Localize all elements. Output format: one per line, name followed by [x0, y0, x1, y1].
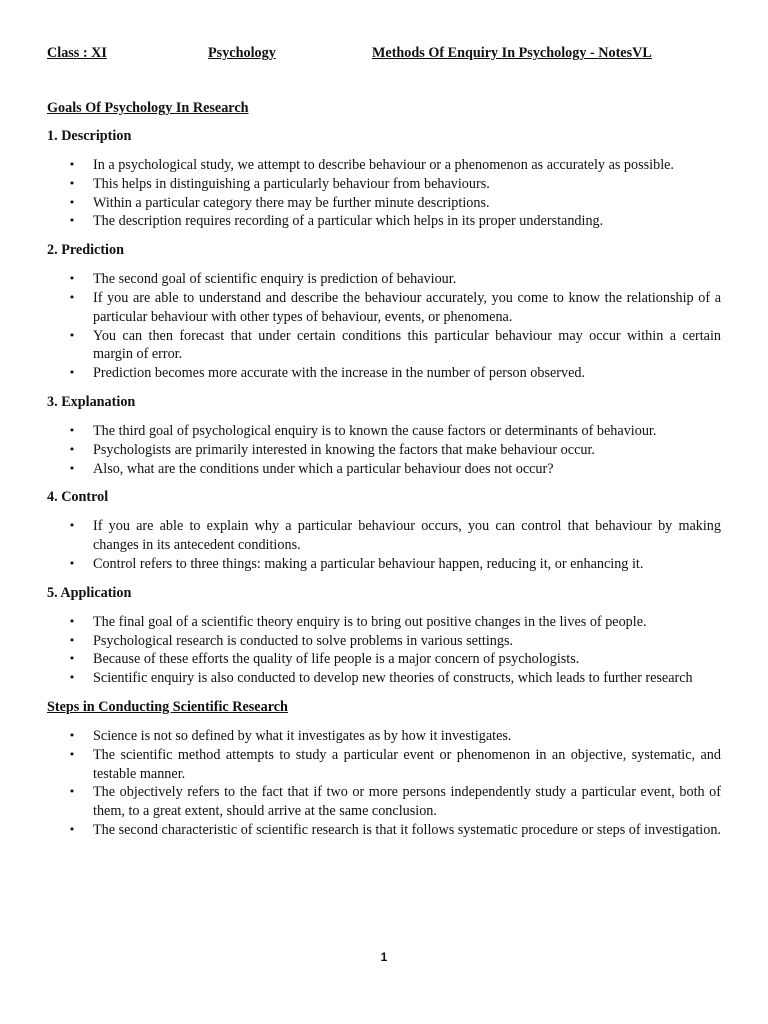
- bullet-text: The scientific method attempts to study a particular event or phenomenon in an objective, systematic, and testable manner.: [93, 746, 721, 782]
- bullet-text: Prediction becomes more accurate with the increase in the number of person observed.: [93, 365, 586, 382]
- bullet-text: Control refers to three things: making a particular behaviour happen, reducing it, or enhancing it.: [93, 555, 644, 572]
- bullet-dot-icon: •: [68, 633, 76, 647]
- bullet-dot-icon: •: [68, 747, 76, 761]
- bullet-item: [47, 555, 721, 574]
- bullet-list: [47, 613, 721, 688]
- bullet-dot-icon: •: [68, 822, 76, 836]
- bullet-dot-icon: •: [68, 728, 76, 742]
- bullet-item: [47, 364, 721, 383]
- bullet-list: [47, 270, 721, 383]
- bullet-text: The description requires recording of a particular which helps in its proper understanding.: [93, 213, 604, 230]
- section-title: 2. Prediction: [47, 242, 124, 259]
- bullet-text: You can then forecast that under certain conditions this particular behaviour may occur within a certain margin of error.: [93, 327, 721, 363]
- bullet-item: [47, 632, 721, 651]
- bullet-item: [47, 327, 721, 365]
- bullet-text: The second characteristic of scientific research is that it follows systematic procedure or steps of investigation.: [93, 821, 721, 838]
- bullet-text: Because of these efforts the quality of life people is a major concern of psychologists.: [93, 651, 580, 668]
- section-title: 5. Application: [47, 584, 132, 601]
- bullet-text: The third goal of psychological enquiry is to known the cause factors or determinants of behaviour.: [93, 422, 657, 439]
- steps-heading: Steps in Conducting Scientific Research: [47, 698, 288, 715]
- bullet-dot-icon: •: [68, 290, 76, 304]
- steps-bullet-list: [47, 727, 721, 840]
- bullet-item: [47, 441, 721, 460]
- bullet-dot-icon: •: [68, 519, 76, 533]
- section-title: 4. Control: [47, 489, 109, 506]
- section: [47, 127, 721, 241]
- section: [47, 584, 721, 698]
- section-title: 1. Description: [47, 128, 132, 144]
- bullet-item: [47, 650, 721, 669]
- bullet-text: The second goal of scientific enquiry is prediction of behaviour.: [93, 271, 457, 288]
- bullet-dot-icon: •: [68, 785, 76, 799]
- bullet-dot-icon: •: [68, 328, 76, 342]
- header-subject: Psychology: [208, 45, 276, 61]
- bullet-item: [47, 270, 721, 289]
- bullet-item: [47, 212, 721, 231]
- bullet-dot-icon: •: [68, 272, 76, 286]
- section: [47, 241, 721, 393]
- bullet-text: In a psychological study, we attempt to describe behaviour or a phenomenon as accurately as possible.: [93, 157, 674, 173]
- bullet-list: [47, 156, 721, 231]
- bullet-item: [47, 156, 721, 175]
- bullet-text: Within a particular category there may be further minute descriptions.: [93, 194, 490, 211]
- bullet-dot-icon: •: [68, 176, 76, 190]
- bullet-item: [47, 175, 721, 194]
- bullet-item: [47, 783, 721, 821]
- header-title: Methods Of Enquiry In Psychology - NotesVL: [372, 45, 652, 61]
- bullet-text: Science is not so defined by what it investigates as by how it investigates.: [93, 727, 512, 744]
- goals-sections: [47, 127, 721, 698]
- bullet-dot-icon: •: [68, 671, 76, 685]
- bullet-item: [47, 422, 721, 441]
- bullet-list: [47, 517, 721, 573]
- bullet-item: [47, 289, 721, 327]
- bullet-text: If you are able to understand and describe the behaviour accurately, you come to know the relationship of a particular behaviour with other types of behaviour, events, or phenomena.: [93, 289, 721, 325]
- bullet-dot-icon: •: [68, 614, 76, 628]
- bullet-item: [47, 821, 721, 840]
- bullet-item: [47, 746, 721, 784]
- bullet-dot-icon: •: [68, 423, 76, 437]
- bullet-item: [47, 669, 721, 688]
- bullet-dot-icon: •: [68, 461, 76, 475]
- bullet-item: [47, 517, 721, 555]
- bullet-text: The objectively refers to the fact that if two or more persons independently study a particular event, both of them, to a great extent, should arrive at the same conclusion.: [93, 784, 721, 820]
- bullet-dot-icon: •: [68, 366, 76, 380]
- bullet-item: [47, 727, 721, 746]
- bullet-item: [47, 460, 721, 479]
- document-body: [47, 99, 721, 840]
- section: [47, 488, 721, 583]
- bullet-dot-icon: •: [68, 442, 76, 456]
- bullet-dot-icon: •: [68, 556, 76, 570]
- bullet-text: If you are able to explain why a particular behaviour occurs, you can control that behaviour by making changes in its antecedent conditions.: [93, 518, 721, 554]
- bullet-text: Scientific enquiry is also conducted to develop new theories of constructs, which leads to further research: [93, 670, 693, 687]
- section: [47, 393, 721, 488]
- bullet-text: This helps in distinguishing a particularly behaviour from behaviours.: [93, 175, 490, 192]
- bullet-dot-icon: •: [68, 214, 76, 228]
- page-header: [47, 44, 727, 64]
- bullet-list: [47, 422, 721, 478]
- bullet-text: Psychologists are primarily interested in knowing the factors that make behaviour occur.: [93, 441, 595, 458]
- bullet-text: The final goal of a scientific theory enquiry is to bring out positive changes in the lives of people.: [93, 613, 647, 630]
- header-class: Class : XI: [47, 45, 107, 61]
- bullet-item: [47, 613, 721, 632]
- main-heading: Goals Of Psychology In Research: [47, 100, 249, 116]
- bullet-text: Psychological research is conducted to solve problems in various settings.: [93, 632, 514, 649]
- bullet-item: [47, 194, 721, 213]
- section-title: 3. Explanation: [47, 393, 136, 410]
- bullet-dot-icon: •: [68, 158, 76, 171]
- page-number: 1: [380, 950, 388, 964]
- bullet-dot-icon: •: [68, 652, 76, 666]
- bullet-text: Also, what are the conditions under which a particular behaviour does not occur?: [93, 460, 554, 477]
- bullet-dot-icon: •: [68, 195, 76, 209]
